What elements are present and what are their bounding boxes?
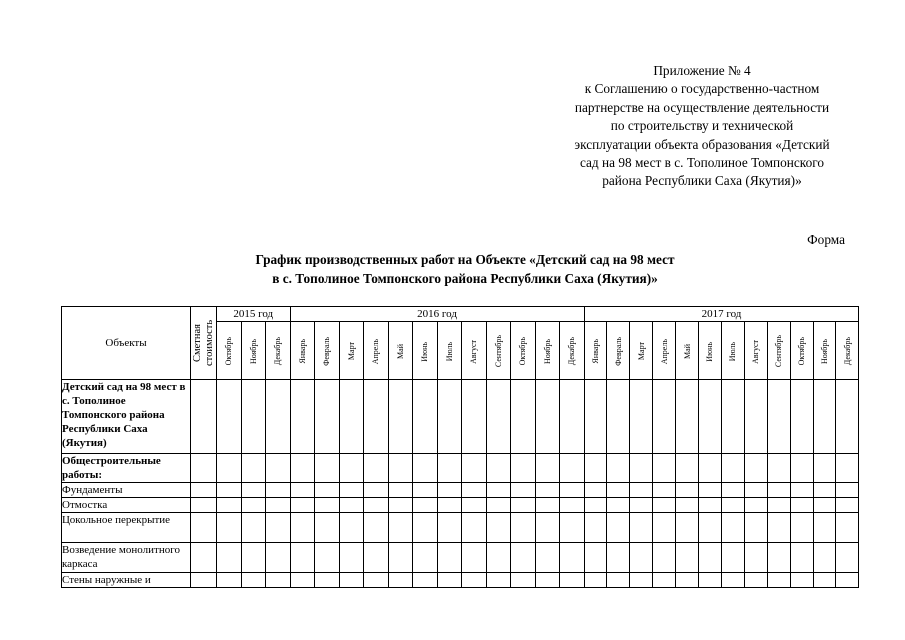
month-label: Июль xyxy=(444,341,454,362)
schedule-cell xyxy=(790,513,813,543)
month-header xyxy=(535,322,560,380)
object-name-cell: Возведение монолитного каркаса xyxy=(62,543,191,573)
month-header xyxy=(266,322,291,380)
month-header xyxy=(836,322,859,380)
schedule-cell xyxy=(653,543,676,573)
schedule-cell xyxy=(836,483,859,498)
year-header: 2015 год xyxy=(217,307,291,322)
month-label: Декабрь xyxy=(567,337,577,366)
schedule-cell xyxy=(339,498,364,513)
month-header xyxy=(217,322,242,380)
schedule-cell xyxy=(486,543,511,573)
schedule-cell xyxy=(607,513,630,543)
schedule-cell xyxy=(721,454,744,483)
cost-column-header xyxy=(191,307,217,380)
schedule-cell xyxy=(653,454,676,483)
object-name-cell: Стены наружные и xyxy=(62,573,191,588)
schedule-cell xyxy=(676,483,699,498)
schedule-cell xyxy=(511,454,536,483)
month-label: Январь xyxy=(297,339,307,364)
month-label: Январь xyxy=(591,339,601,364)
schedule-cell xyxy=(535,483,560,498)
schedule-cell xyxy=(413,573,438,588)
schedule-cell xyxy=(813,498,836,513)
schedule-cell xyxy=(744,483,767,498)
appendix-line: партнерстве на осуществление деятельности xyxy=(574,99,830,115)
schedule-cell xyxy=(290,498,315,513)
schedule-cell xyxy=(217,454,242,483)
schedule-cell xyxy=(364,498,389,513)
month-label: Октябрь xyxy=(224,337,234,366)
schedule-cell xyxy=(364,573,389,588)
table-row xyxy=(62,483,859,498)
month-header xyxy=(486,322,511,380)
schedule-cell xyxy=(699,513,722,543)
schedule-cell xyxy=(511,380,536,454)
schedule-cell xyxy=(217,543,242,573)
table-row xyxy=(62,380,859,454)
schedule-cell xyxy=(241,573,266,588)
month-header xyxy=(511,322,536,380)
schedule-cell xyxy=(560,513,585,543)
schedule-cell xyxy=(607,573,630,588)
title-line: График производственных работ на Объекте «Детский сад на 98 мест xyxy=(255,252,675,267)
schedule-cell xyxy=(290,454,315,483)
month-header xyxy=(630,322,653,380)
schedule-cell xyxy=(486,483,511,498)
schedule-cell xyxy=(653,573,676,588)
month-label: Август xyxy=(469,339,479,364)
schedule-cell xyxy=(721,498,744,513)
schedule-cell xyxy=(290,483,315,498)
table-row xyxy=(62,543,859,573)
schedule-cell xyxy=(217,380,242,454)
schedule-cell xyxy=(339,513,364,543)
month-header xyxy=(315,322,340,380)
schedule-cell xyxy=(413,380,438,454)
schedule-cell xyxy=(511,543,536,573)
schedule-cell xyxy=(535,454,560,483)
cost-cell xyxy=(191,380,217,454)
schedule-cell xyxy=(630,498,653,513)
appendix-line: эксплуатации объекта образования «Детский xyxy=(574,136,830,152)
schedule-cell xyxy=(266,543,291,573)
month-label: Февраль xyxy=(613,337,623,366)
schedule-cell xyxy=(721,380,744,454)
cost-cell xyxy=(191,573,217,588)
schedule-cell xyxy=(699,498,722,513)
month-label: Ноябрь xyxy=(819,338,829,365)
month-label: Сентябрь xyxy=(774,335,784,368)
schedule-cell xyxy=(388,543,413,573)
schedule-cell xyxy=(290,543,315,573)
month-header xyxy=(744,322,767,380)
schedule-table xyxy=(61,306,859,588)
cost-cell xyxy=(191,483,217,498)
schedule-cell xyxy=(699,483,722,498)
month-label: Июль xyxy=(728,341,738,362)
schedule-cell xyxy=(630,380,653,454)
cost-cell xyxy=(191,498,217,513)
schedule-cell xyxy=(535,573,560,588)
cost-header-label: Сметная стоимость xyxy=(191,319,215,367)
schedule-cell xyxy=(767,543,790,573)
schedule-cell xyxy=(584,454,607,483)
month-label: Октябрь xyxy=(797,337,807,366)
schedule-cell xyxy=(607,543,630,573)
schedule-cell xyxy=(437,380,462,454)
schedule-cell xyxy=(413,498,438,513)
schedule-cell xyxy=(607,498,630,513)
schedule-cell xyxy=(836,380,859,454)
schedule-cell xyxy=(767,454,790,483)
month-header xyxy=(364,322,389,380)
schedule-cell xyxy=(462,513,487,543)
month-label: Октябрь xyxy=(518,337,528,366)
month-header xyxy=(462,322,487,380)
schedule-cell xyxy=(560,380,585,454)
schedule-cell xyxy=(813,454,836,483)
schedule-cell xyxy=(241,543,266,573)
schedule-cell xyxy=(217,513,242,543)
appendix-header xyxy=(500,62,904,191)
schedule-cell xyxy=(388,483,413,498)
schedule-cell xyxy=(462,380,487,454)
schedule-cell xyxy=(388,380,413,454)
appendix-line: Приложение № 4 xyxy=(653,63,751,78)
schedule-cell xyxy=(584,513,607,543)
schedule-cell xyxy=(653,513,676,543)
schedule-cell xyxy=(290,573,315,588)
schedule-cell xyxy=(676,454,699,483)
month-label: Май xyxy=(395,344,405,359)
month-header xyxy=(767,322,790,380)
object-name-cell: Фундаменты xyxy=(62,483,191,498)
schedule-cell xyxy=(486,498,511,513)
title-line: в с. Тополиное Томпонского района Республики Саха (Якутия)» xyxy=(272,271,658,286)
schedule-cell xyxy=(767,498,790,513)
schedule-cell xyxy=(790,498,813,513)
schedule-cell xyxy=(584,380,607,454)
schedule-cell xyxy=(339,483,364,498)
schedule-cell xyxy=(721,513,744,543)
month-label: Февраль xyxy=(322,337,332,366)
appendix-line: по строительству и технической xyxy=(610,118,794,134)
schedule-cell xyxy=(266,454,291,483)
month-label: Март xyxy=(346,342,356,361)
schedule-cell xyxy=(241,498,266,513)
schedule-cell xyxy=(790,483,813,498)
schedule-cell xyxy=(266,498,291,513)
schedule-cell xyxy=(584,498,607,513)
schedule-cell xyxy=(217,483,242,498)
month-header xyxy=(790,322,813,380)
schedule-cell xyxy=(721,543,744,573)
schedule-cell xyxy=(535,380,560,454)
schedule-cell xyxy=(462,543,487,573)
schedule-cell xyxy=(744,573,767,588)
schedule-cell xyxy=(790,380,813,454)
object-name-cell: Общестроительные работы: xyxy=(62,454,191,483)
schedule-cell xyxy=(364,543,389,573)
month-label: Сентябрь xyxy=(493,335,503,368)
schedule-cell xyxy=(315,498,340,513)
form-label: Форма xyxy=(807,232,845,247)
schedule-cell xyxy=(813,513,836,543)
month-label: Декабрь xyxy=(842,337,852,366)
schedule-cell xyxy=(560,543,585,573)
schedule-cell xyxy=(217,573,242,588)
schedule-cell xyxy=(790,454,813,483)
objects-column-header: Объекты xyxy=(62,307,191,380)
object-name-cell: Детский сад на 98 мест в с. Тополиное Томпонского района Республики Саха (Якутия) xyxy=(62,380,191,454)
cost-cell xyxy=(191,454,217,483)
schedule-cell xyxy=(560,454,585,483)
schedule-cell xyxy=(744,543,767,573)
schedule-cell xyxy=(607,380,630,454)
schedule-cell xyxy=(676,573,699,588)
schedule-cell xyxy=(630,513,653,543)
schedule-cell xyxy=(653,498,676,513)
schedule-cell xyxy=(676,498,699,513)
schedule-cell xyxy=(744,498,767,513)
schedule-cell xyxy=(630,573,653,588)
cost-cell xyxy=(191,543,217,573)
year-header: 2016 год xyxy=(290,307,584,322)
schedule-cell xyxy=(767,483,790,498)
table-row xyxy=(62,498,859,513)
month-label: Ноябрь xyxy=(248,338,258,365)
schedule-cell xyxy=(699,380,722,454)
schedule-cell xyxy=(836,454,859,483)
schedule-cell xyxy=(767,513,790,543)
month-label: Июнь xyxy=(705,341,715,362)
schedule-cell xyxy=(676,380,699,454)
schedule-cell xyxy=(462,498,487,513)
month-header xyxy=(813,322,836,380)
schedule-cell xyxy=(413,483,438,498)
schedule-cell xyxy=(511,513,536,543)
month-label: Апрель xyxy=(659,338,669,365)
schedule-cell xyxy=(630,454,653,483)
schedule-cell xyxy=(241,454,266,483)
schedule-cell xyxy=(217,498,242,513)
schedule-cell xyxy=(388,454,413,483)
schedule-cell xyxy=(266,573,291,588)
schedule-cell xyxy=(744,454,767,483)
schedule-cell xyxy=(462,454,487,483)
schedule-cell xyxy=(364,513,389,543)
document-title xyxy=(160,250,770,288)
schedule-cell xyxy=(744,380,767,454)
month-label: Декабрь xyxy=(273,337,283,366)
schedule-cell xyxy=(364,380,389,454)
schedule-cell xyxy=(315,483,340,498)
month-label: Июнь xyxy=(420,341,430,362)
table-row xyxy=(62,454,859,483)
schedule-cell xyxy=(790,543,813,573)
schedule-cell xyxy=(241,513,266,543)
object-name-cell: Отмостка xyxy=(62,498,191,513)
month-header xyxy=(290,322,315,380)
schedule-cell xyxy=(486,573,511,588)
month-header xyxy=(584,322,607,380)
schedule-cell xyxy=(836,573,859,588)
schedule-cell xyxy=(699,573,722,588)
schedule-cell xyxy=(315,543,340,573)
schedule-cell xyxy=(560,573,585,588)
schedule-cell xyxy=(744,513,767,543)
schedule-cell xyxy=(486,380,511,454)
cost-cell xyxy=(191,513,217,543)
month-header xyxy=(339,322,364,380)
month-header xyxy=(437,322,462,380)
schedule-cell xyxy=(486,454,511,483)
schedule-cell xyxy=(388,498,413,513)
schedule-cell xyxy=(535,513,560,543)
schedule-cell xyxy=(511,573,536,588)
table-row xyxy=(62,573,859,588)
schedule-cell xyxy=(437,454,462,483)
schedule-cell xyxy=(813,573,836,588)
month-label: Май xyxy=(682,344,692,359)
schedule-cell xyxy=(339,454,364,483)
schedule-cell xyxy=(266,380,291,454)
schedule-cell xyxy=(437,513,462,543)
schedule-cell xyxy=(315,454,340,483)
schedule-cell xyxy=(560,483,585,498)
schedule-cell xyxy=(584,573,607,588)
schedule-cell xyxy=(584,543,607,573)
schedule-cell xyxy=(339,380,364,454)
schedule-cell xyxy=(241,483,266,498)
schedule-cell xyxy=(462,573,487,588)
appendix-line: района Республики Саха (Якутия)» xyxy=(602,173,802,189)
schedule-cell xyxy=(266,483,291,498)
schedule-cell xyxy=(836,543,859,573)
schedule-cell xyxy=(437,498,462,513)
schedule-cell xyxy=(511,483,536,498)
schedule-cell xyxy=(653,483,676,498)
month-label: Апрель xyxy=(371,338,381,365)
schedule-cell xyxy=(241,380,266,454)
schedule-cell xyxy=(699,454,722,483)
schedule-cell xyxy=(413,513,438,543)
month-header xyxy=(699,322,722,380)
month-header xyxy=(413,322,438,380)
schedule-cell xyxy=(676,513,699,543)
appendix-line: к Соглашению о государственно-частном xyxy=(584,81,820,97)
schedule-cell xyxy=(721,573,744,588)
schedule-cell xyxy=(813,543,836,573)
month-header xyxy=(388,322,413,380)
year-header: 2017 год xyxy=(584,307,859,322)
schedule-cell xyxy=(511,498,536,513)
schedule-cell xyxy=(630,543,653,573)
schedule-cell xyxy=(584,483,607,498)
schedule-cell xyxy=(364,454,389,483)
month-label: Ноябрь xyxy=(542,338,552,365)
schedule-cell xyxy=(413,543,438,573)
month-label: Август xyxy=(751,339,761,364)
schedule-cell xyxy=(630,483,653,498)
schedule-cell xyxy=(699,543,722,573)
schedule-cell xyxy=(437,573,462,588)
schedule-cell xyxy=(560,498,585,513)
schedule-cell xyxy=(290,380,315,454)
appendix-line: сад на 98 мест в с. Тополиное Томпонского xyxy=(579,155,825,171)
schedule-cell xyxy=(836,513,859,543)
table-row xyxy=(62,513,859,543)
schedule-cell xyxy=(607,483,630,498)
schedule-cell xyxy=(767,573,790,588)
schedule-cell xyxy=(388,513,413,543)
schedule-cell xyxy=(290,513,315,543)
schedule-cell xyxy=(653,380,676,454)
schedule-cell xyxy=(535,543,560,573)
month-header xyxy=(607,322,630,380)
schedule-cell xyxy=(413,454,438,483)
schedule-cell xyxy=(266,513,291,543)
schedule-cell xyxy=(339,543,364,573)
schedule-cell xyxy=(364,483,389,498)
month-label: Март xyxy=(636,342,646,361)
schedule-cell xyxy=(607,454,630,483)
schedule-cell xyxy=(721,483,744,498)
schedule-cell xyxy=(836,498,859,513)
month-header xyxy=(560,322,585,380)
month-header xyxy=(676,322,699,380)
schedule-cell xyxy=(486,513,511,543)
schedule-cell xyxy=(676,543,699,573)
schedule-cell xyxy=(315,573,340,588)
schedule-cell xyxy=(767,380,790,454)
schedule-cell xyxy=(388,573,413,588)
month-header xyxy=(241,322,266,380)
month-header xyxy=(721,322,744,380)
schedule-cell xyxy=(813,483,836,498)
schedule-cell xyxy=(437,543,462,573)
schedule-cell xyxy=(535,498,560,513)
schedule-cell xyxy=(315,380,340,454)
month-header xyxy=(653,322,676,380)
object-name-cell: Цокольное перекрытие xyxy=(62,513,191,543)
schedule-cell xyxy=(813,380,836,454)
schedule-cell xyxy=(437,483,462,498)
schedule-cell xyxy=(462,483,487,498)
schedule-cell xyxy=(790,573,813,588)
schedule-cell xyxy=(315,513,340,543)
schedule-cell xyxy=(339,573,364,588)
